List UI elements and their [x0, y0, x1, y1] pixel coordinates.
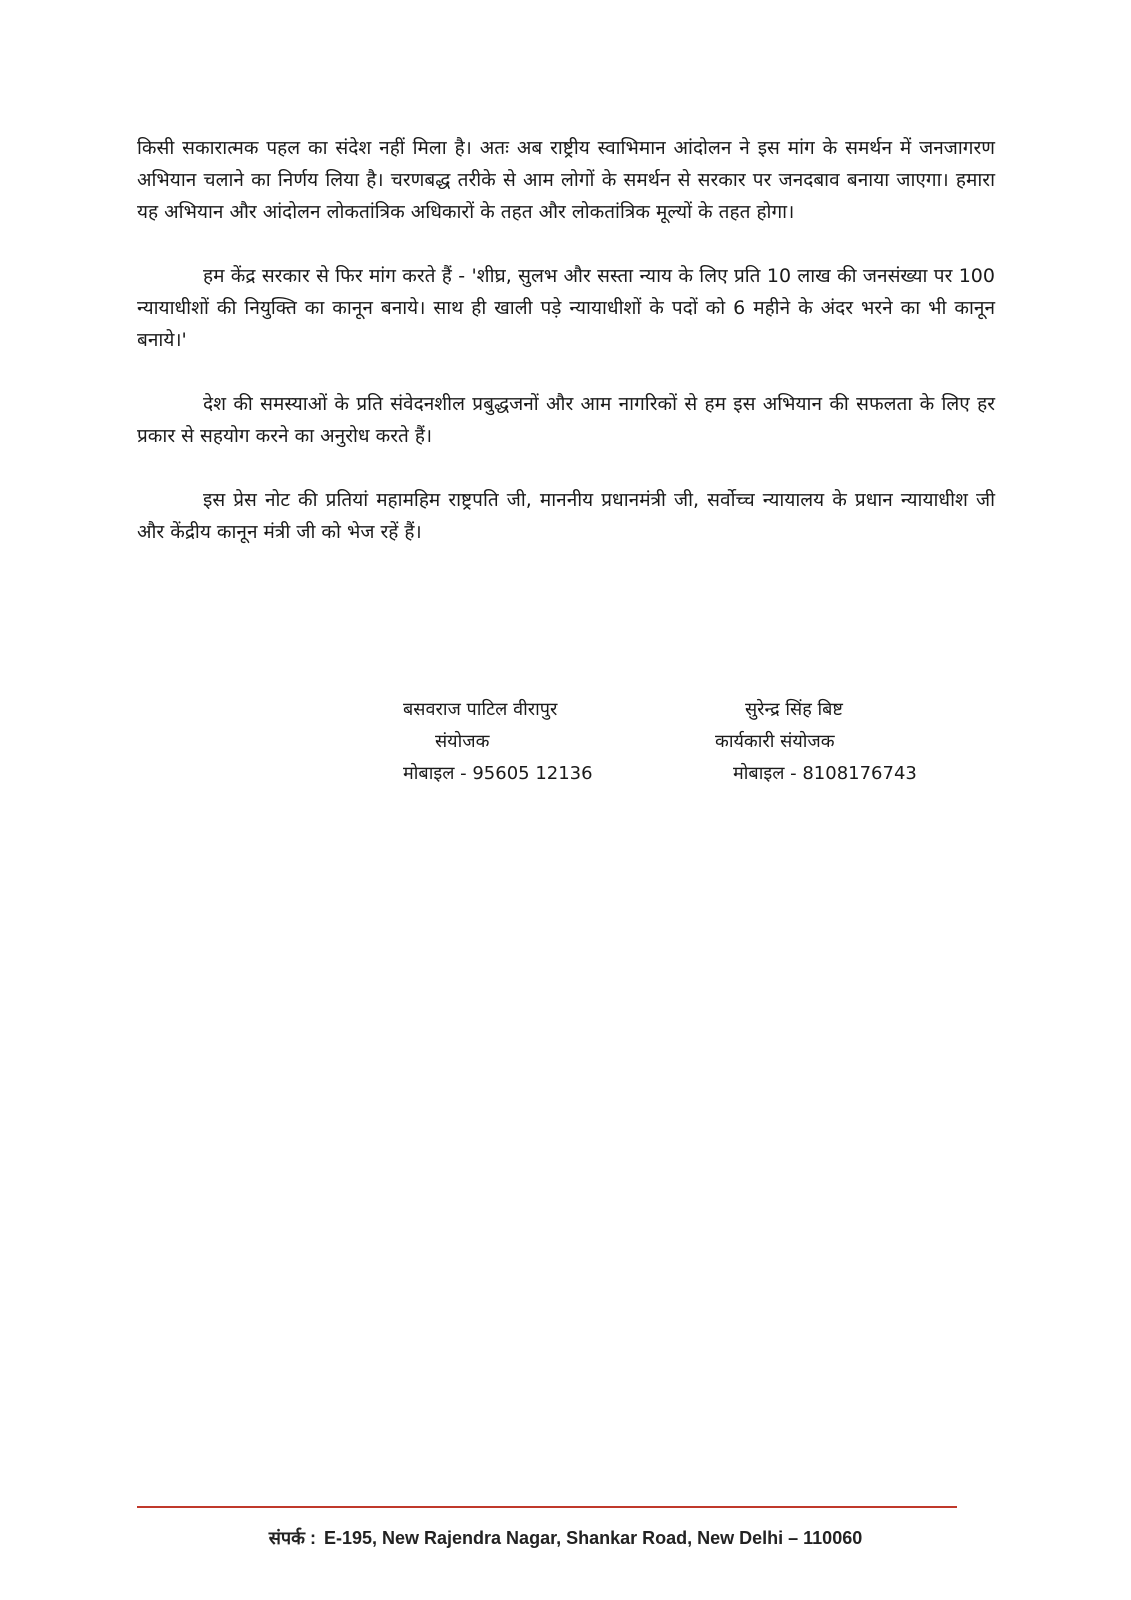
paragraph-2: हम केंद्र सरकार से फिर मांग करते हैं - 'शीघ्र, सुलभ और सस्ता न्याय के लिए प्रति 10 लाख की जनसंख्या पर 100 न्यायाधीशों की नियुक्ति का कानून बनाये। साथ ही खाली पड़े न्यायाधीशों के पदों को 6 महीने के अंदर भरने का भी कानून बनाये।' — [137, 265, 995, 351]
paragraph-1: किसी सकारात्मक पहल का संदेश नहीं मिला है। अतः अब राष्ट्रीय स्वाभिमान आंदोलन ने इस मांग के समर्थन में जनजागरण अभियान चलाने का निर्णय लिया है। चरणबद्ध तरीके से आम लोगों के समर्थन से सरकार पर जनदबाव बनाया जाएगा। हमारा यह अभियान और आंदोलन लोकतांत्रिक अधिकारों के तहत और लोकतांत्रिक मूल्यों के तहत होगा। — [137, 137, 995, 223]
paragraph-3: देश की समस्याओं के प्रति संवेदनशील प्रबुद्धजनों और आम नागरिकों से हम इस अभियान की सफलता के लिए हर प्रकार से सहयोग करने का अनुरोध करते हैं। — [137, 393, 995, 447]
signatory-convener — [403, 694, 593, 790]
signatory-role: संयोजक — [435, 731, 490, 752]
footer-divider — [137, 1506, 957, 1508]
contact-label: संपर्क : — [268, 1528, 316, 1548]
signatory-mobile: मोबाइल - 8108176743 — [733, 763, 917, 784]
signatory-name: बसवराज पाटिल वीरापुर — [403, 699, 558, 720]
signatory-executive-convener — [715, 694, 917, 790]
press-note-body — [137, 132, 995, 580]
footer-contact — [0, 1526, 1131, 1550]
contact-address: E-195, New Rajendra Nagar, Shankar Road, New Delhi – 110060 — [323, 1528, 863, 1548]
paragraph-4: इस प्रेस नोट की प्रतियां महामहिम राष्ट्रपति जी, माननीय प्रधानमंत्री जी, सर्वोच्च न्यायालय के प्रधान न्यायाधीश जी और केंद्रीय कानून मंत्री जी को भेज रहें हैं। — [137, 489, 995, 543]
signatory-mobile: मोबाइल - 95605 12136 — [403, 763, 593, 784]
signatory-role: कार्यकारी संयोजक — [715, 731, 835, 752]
signatory-name: सुरेन्द्र सिंह बिष्ट — [745, 699, 843, 720]
